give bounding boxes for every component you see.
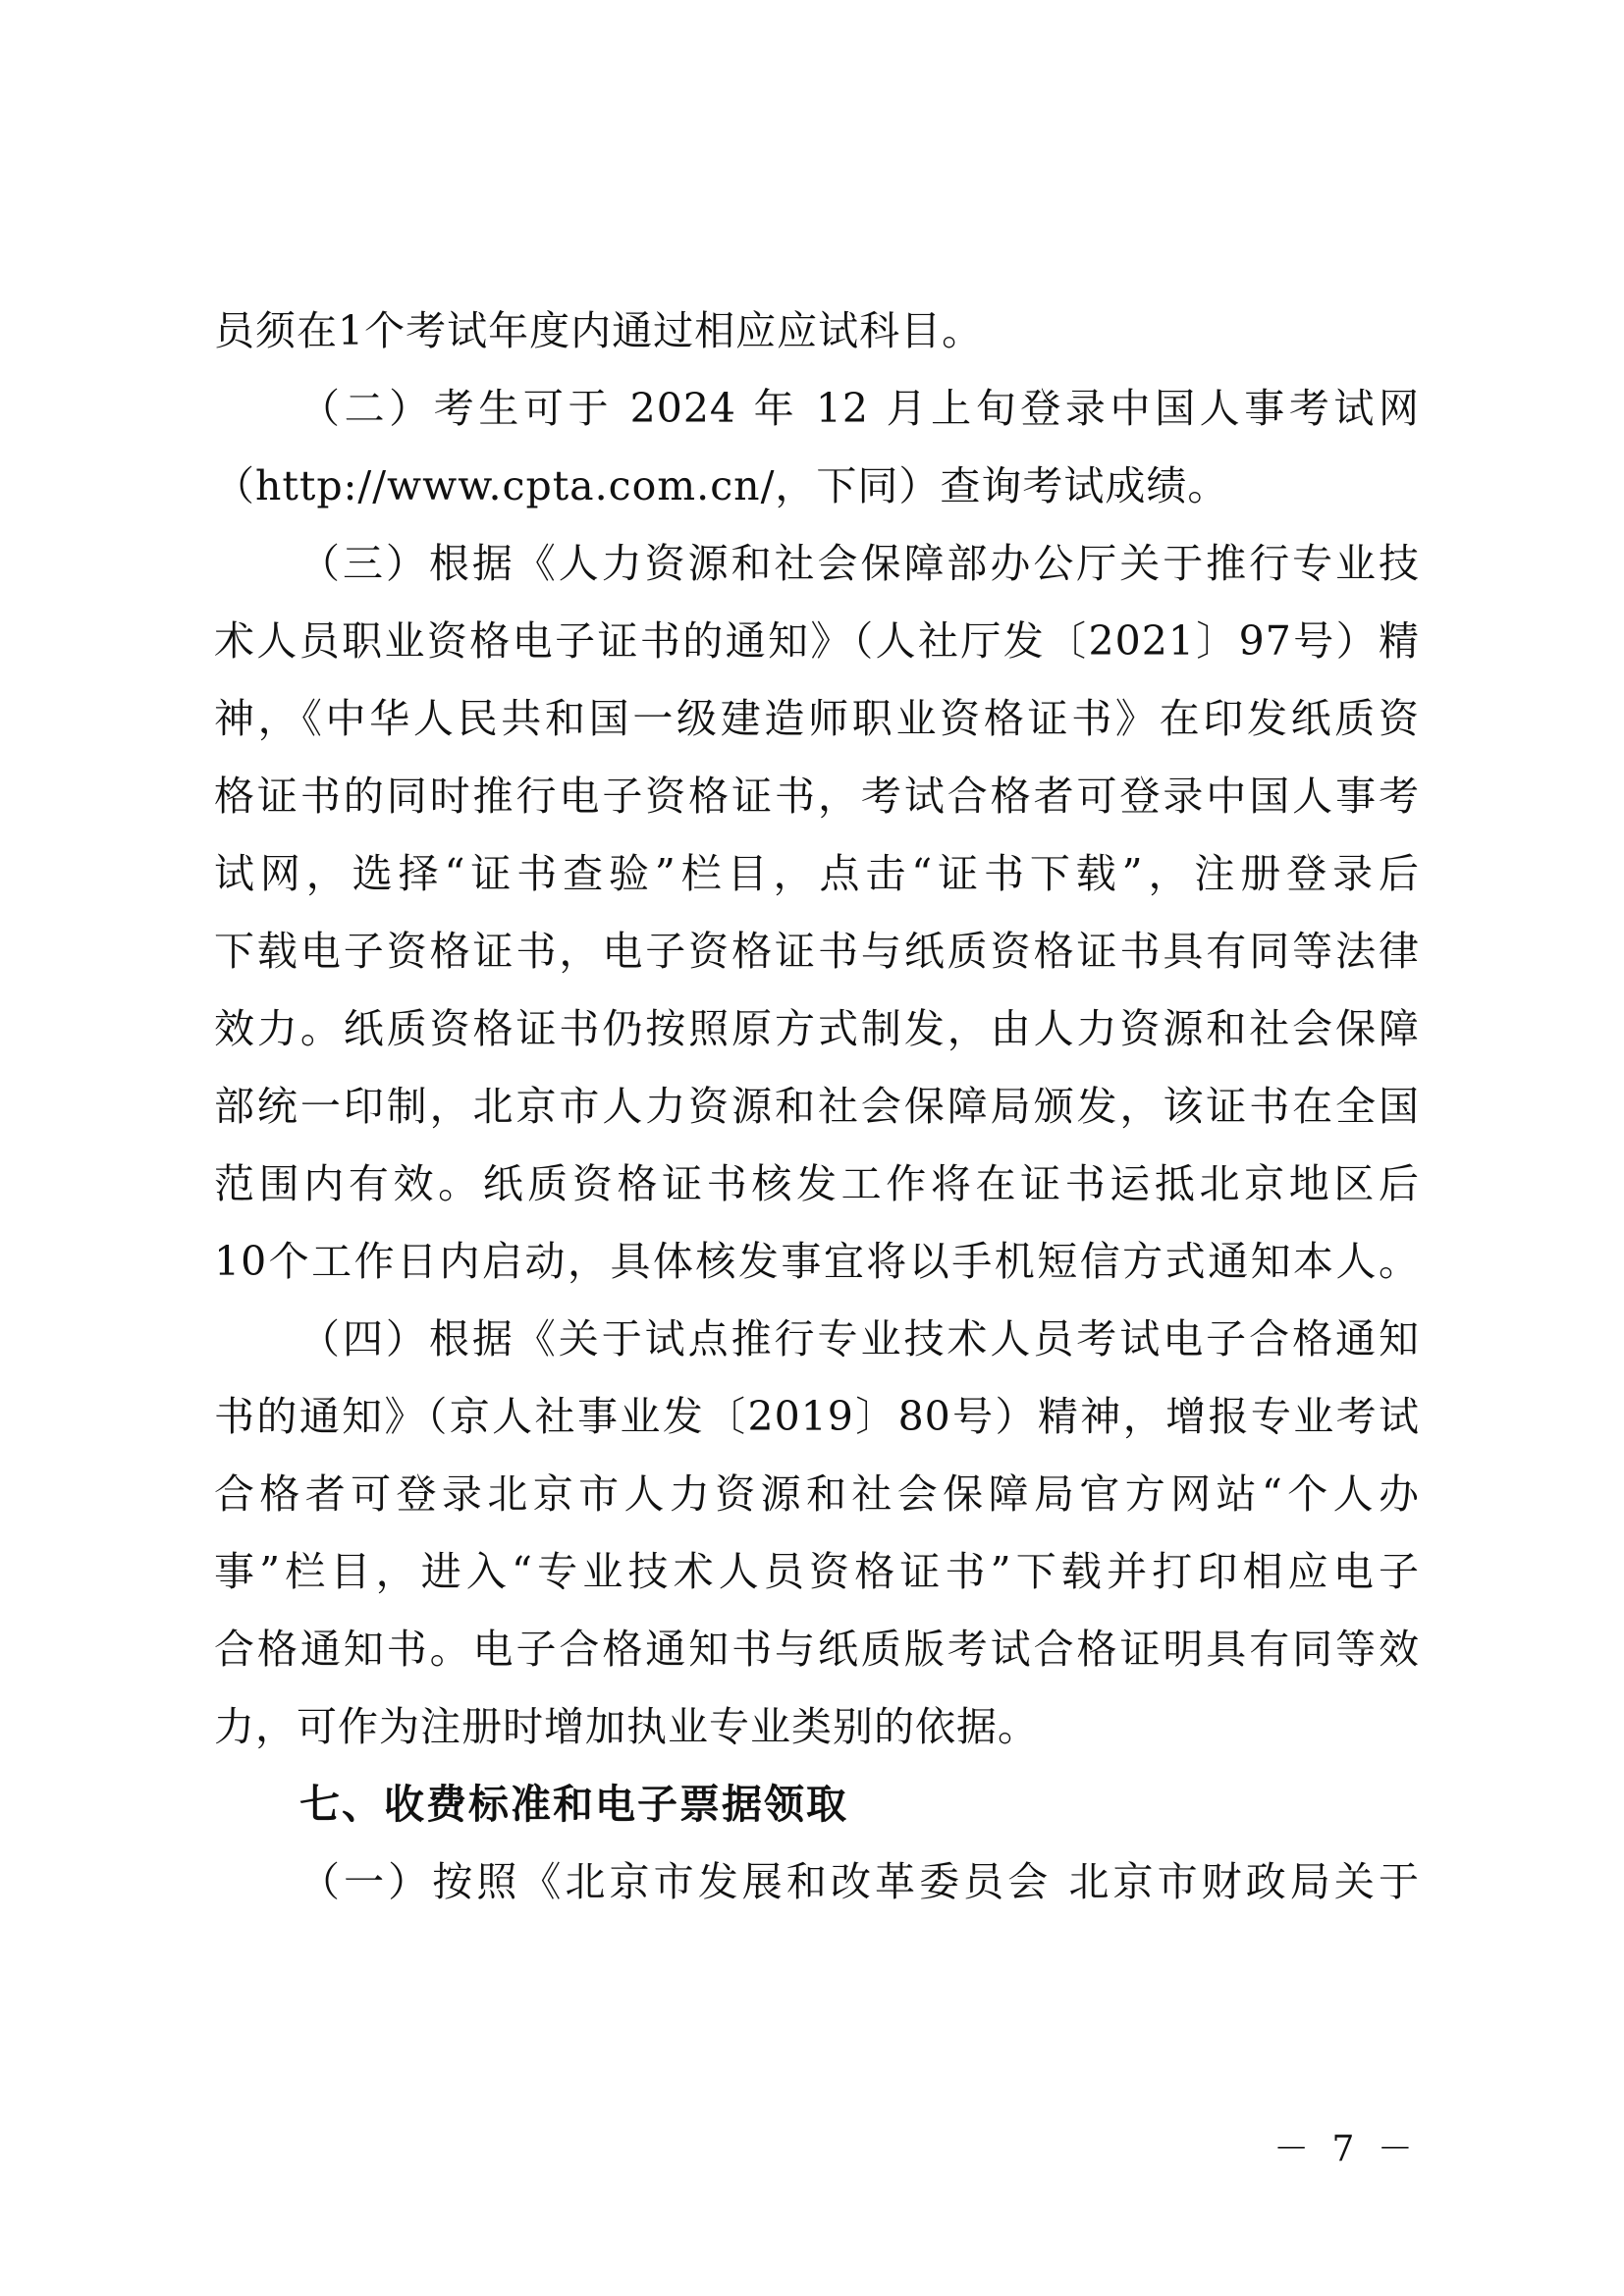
paragraph-line: 力，可作为注册时增加执业专业类别的依据。 — [214, 1703, 1039, 1750]
paragraph-line: 10个工作日内启动，具体核发事宜将以手机短信方式通知本人。 — [214, 1238, 1420, 1285]
paragraph-line: 部统一印制，北京市人力资源和社会保障局颁发，该证书在全国 — [214, 1083, 1420, 1130]
section-heading: 七、收费标准和电子票据领取 — [299, 1781, 848, 1828]
paragraph-line: 事”栏目，进入“专业技术人员资格证书”下载并打印相应电子 — [214, 1548, 1420, 1595]
paragraph-line: 范围内有效。纸质资格证书核发工作将在证书运抵北京地区后 — [214, 1160, 1420, 1207]
paragraph-line: （一）按照《北京市发展和改革委员会 北京市财政局关于 — [299, 1858, 1420, 1905]
paragraph-line: （三）根据《人力资源和社会保障部办公厅关于推行专业技 — [299, 540, 1420, 587]
paragraph-line: （http://www.cpta.com.cn/，下同）查询考试成绩。 — [214, 462, 1229, 509]
paragraph-line: 下载电子资格证书，电子资格证书与纸质资格证书具有同等法律 — [214, 928, 1420, 975]
paragraph-line: （二）考生可于 2024 年 12 月上旬登录中国人事考试网 — [299, 385, 1420, 432]
paragraph-line: 术人员职业资格电子证书的通知》（人社厅发〔2021〕97号）精 — [214, 617, 1420, 665]
paragraph-line: 试网，选择“证书查验”栏目，点击“证书下载”，注册登录后 — [214, 850, 1420, 897]
paragraph-line: 合格者可登录北京市人力资源和社会保障局官方网站“个人办 — [214, 1470, 1420, 1518]
paragraph-line: 书的通知》（京人社事业发〔2019〕80号）精神，增报专业考试 — [214, 1393, 1420, 1440]
document-body — [214, 293, 1420, 1921]
paragraph-line: 员须在1个考试年度内通过相应应试科目。 — [214, 307, 984, 354]
paragraph-line: 格证书的同时推行电子资格证书，考试合格者可登录中国人事考 — [214, 773, 1420, 820]
page-number: － 7 － — [1273, 2129, 1419, 2169]
paragraph-line: 神，《中华人民共和国一级建造师职业资格证书》在印发纸质资 — [214, 695, 1420, 742]
paragraph-line: 效力。纸质资格证书仍按照原方式制发，由人力资源和社会保障 — [214, 1005, 1420, 1052]
paragraph-line: 合格通知书。电子合格通知书与纸质版考试合格证明具有同等效 — [214, 1626, 1420, 1673]
paragraph-line: （四）根据《关于试点推行专业技术人员考试电子合格通知 — [299, 1315, 1420, 1362]
